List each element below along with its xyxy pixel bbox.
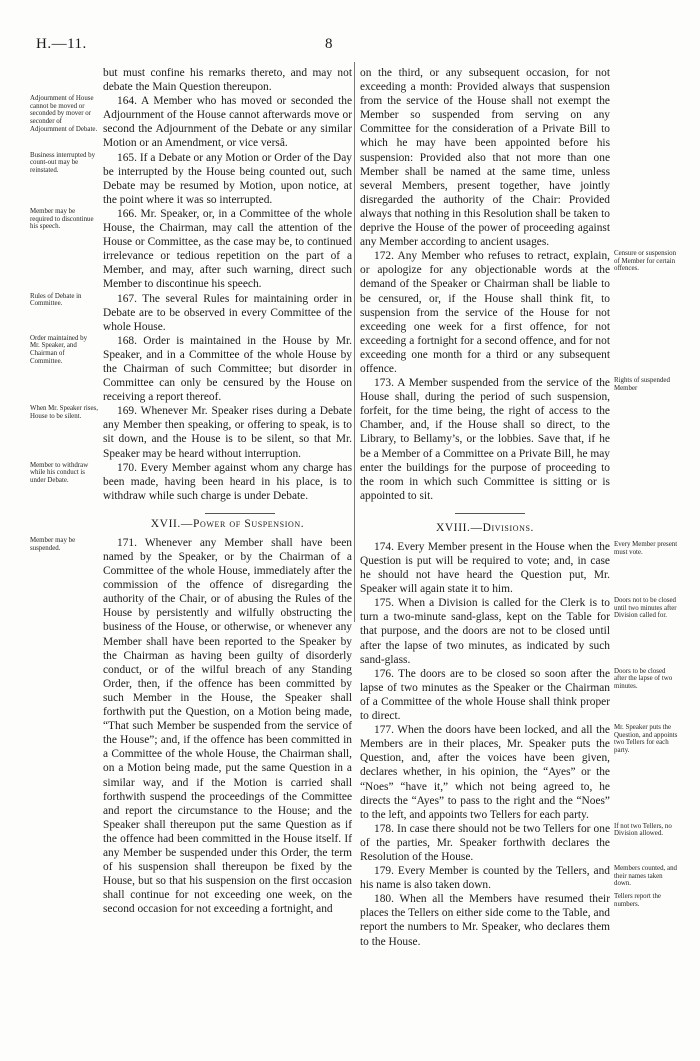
standing-order-176: Doors to be closed after the lapse of two minutes. 176. The doors are to be closed so soon after the lapse of two minutes as the Speaker or the Chairman of a Committee of the whole House shall think proper to direct. <box>360 667 610 723</box>
right-column <box>360 66 678 949</box>
marginal-note: Member may be required to discontinue his speech. <box>30 207 94 231</box>
standing-order-177: Mr. Speaker puts the Question, and appoints two Tellers for each party. 177. When the doors have been locked, and all the Members are in their places, Mr. Speaker puts the Question, and, after the voices have been given, declares whether, in his opinion, the “Ayes” or the “Noes” “have it,” which not being agreed to, he directs the “Ayes” to pass to the right and the “Noes” to the left, and appoints two Tellers for each party. <box>360 724 678 821</box>
section-heading-suspension: XVII.—Power of Suspension. <box>150 517 305 530</box>
marginal-note: Doors not to be closed until two minutes after Division called for. <box>614 597 677 620</box>
standing-order-179: Members counted, and their names taken down. 179. Every Member is counted by the Tellers, and his name is also taken down. <box>360 865 677 892</box>
marginal-note: Order maintained by Mr. Speaker, and Chairman of Committee. <box>30 334 88 365</box>
marginal-note: Rights of suspended Member <box>614 377 670 392</box>
section-heading-divisions: XVIII.—Divisions. <box>435 521 535 534</box>
left-column <box>30 66 352 916</box>
standing-order-170: Member to withdraw while his conduct is under Debate. 170. Every Member against whom any charge has been made, having been heard in his place, is to withdraw while such charge is under Debate. <box>30 461 352 502</box>
standing-order-164: Adjournment of House cannot be moved or seconded by mover or seconder of Adjournment of Debate. 164. A Member who has moved or seconded the Adjournment of the House cannot afterwards move or second the Adjournment of the Debate or any similar Motion or an Amendment, or vice versâ. <box>30 95 352 150</box>
section-rule <box>205 513 275 514</box>
marginal-note: Members counted, and their names taken down. <box>614 865 677 888</box>
marginal-note: Adjournment of House cannot be moved or seconded by mover or seconder of Adjournment of Debate. <box>30 95 98 133</box>
standing-order-165: Business interrupted by count-out may be reinstated. 165. If a Debate or any Motion or Order of the Day be interrupted by the House being counted out, such Debate may be resumed by Motion, upon notice, at the point where it was so interrupted. <box>30 151 352 206</box>
column-divider <box>354 62 355 622</box>
marginal-note: Doors to be closed after the lapse of two minutes. <box>614 667 673 690</box>
standing-order-172: Censure or suspension of Member for certain offences. 172. Any Member who refuses to retract, explain, or apologize for any objectionable words at the demand of the Speaker or Chairman shall be liable to be censured, or, if the House shall think fit, to suspension from the service of the House for not exceeding one week for a first offence, for not exceeding a fortnight for a second offence, and for not exceeding one month for a third or any subsequent offence. <box>360 250 677 375</box>
marginal-note: Tellers report the numbers. <box>614 893 661 908</box>
marginal-note: Censure or suspension of Member for certain offences. <box>614 250 677 273</box>
marginal-note: Member to withdraw while his conduct is under Debate. <box>30 461 89 484</box>
page-number: 8 <box>325 36 333 52</box>
standing-order-175: Doors not to be closed until two minutes after Division called for. 175. When a Division is called for the Clerk is to turn a two-minute sand-glass, kept on the Table for that purpose, and the doors are not to be closed until after the lapse of two minutes, as indicated by such sand-glass. <box>360 597 677 666</box>
standing-order-174: Every Member present must vote. 174. Every Member present in the House when the Question is put will be required to vote; and, in case he should not have heard the Question put, Mr. Speaker will again state it to him. <box>360 540 678 596</box>
marginal-note: Member may be suspended. <box>30 536 76 552</box>
marginal-note: When Mr. Speaker rises, House to be silent. <box>30 405 98 420</box>
marginal-note: Every Member present must vote. <box>614 540 678 556</box>
document-reference: H.—11. <box>36 36 87 52</box>
standing-order-166: Member may be required to discontinue his speech. 166. Mr. Speaker, or, in a Committee of the whole House, the Chairman, may call the attention of the House or Committee, as the case may be, to continued irrelevance or tedious repetition on the part of a Member, and may, after such warning, direct such Member to discontinue his speech. <box>30 207 352 291</box>
standing-order-171: Member may be suspended. 171. Whenever any Member shall have been named by the Speaker, or by the Chairman of a Committee of the whole House, immediately after the commission of the offence of disregarding the authority of the Chair, or of abusing the Rules of the House by persistently and wilfully obstructing the business of the House, or otherwise, or whenever any Member shall have been reported to the Speaker by the Chairman as having been guilty of disorderly conduct, or of the wilful breach of any Standing Order, then, if the offence has been committed by such Member in the House, the Speaker shall forthwith put the Question, on a Motion being made, “That such Member be suspended from the service of the House”; and, if the offence has been committed in a Committee of the whole House, the Chairman shall, on a Motion being made, put the same Question in a similar way, and if the Motion is carried shall forthwith suspend the proceedings of the Committee and report the circumstance to the House; and the Speaker shall thereupon put the same Question as if the offence had been committed in the House itself. If any Member be suspended under this Order, the term of his suspension shall thereupon be fixed by the House, but so that his suspension on the first occasion shall continue for not exceeding one week, on the second occasion for not exceeding a fortnight, and <box>30 536 352 916</box>
standing-order-167: Rules of Debate in Committee. 167. The several Rules for maintaining order in Debate are to be observed in every Committee of the whole House. <box>30 292 352 333</box>
standing-order-168: Order maintained by Mr. Speaker, and Chairman of Committee. 168. Order is maintained in the House by Mr. Speaker, and in a Committee of the whole House by the Chairman of such Committee; but disorder in Committee can only be censured by the House on receiving a report thereof. <box>30 334 352 404</box>
continued-paragraph: on the third, or any subsequent occasion, for not exceeding a month: Provided always that suspension from the service of the House shall not exempt the Member so suspended from serving on any Committee for the consideration of a Private Bill to which he may have been appointed before his suspension: Provided also that not more than one Member shall be named at the same time, unless several Members, present together, have jointly disregarded the authority of the Chair: Provided always that nothing in this Resolution shall be taken to deprive the House of the power of proceeding against any Member according to ancient usages. <box>360 67 610 249</box>
standing-order-173: Rights of suspended Member 173. A Member suspended from the service of the House shall, during the period of such suspension, forfeit, for the time being, the right of access to the Chamber, and, if the House shall so direct, to the Library, to Bellamy’s, or the lobbies. Save that, if he be a Member of a Committee on a Private Bill, he may enter the buildings for the purpose of proceeding to the room in which such Committee is sitting or is appointed to sit. <box>360 376 610 503</box>
marginal-note: Rules of Debate in Committee. <box>30 292 82 308</box>
marginal-note: If not two Tellers, no Division allowed. <box>614 822 672 838</box>
section-rule <box>455 513 525 514</box>
standing-order-180: Tellers report the numbers. 180. When all the Members have resumed their places the Tellers on either side come to the Table, and report the numbers to Mr. Speaker, who declares them to the House. <box>360 892 610 948</box>
continued-paragraph: but must confine his remarks thereto, and may not debate the Main Question thereupon. <box>103 67 352 94</box>
standing-order-169: When Mr. Speaker rises, House to be silent. 169. Whenever Mr. Speaker rises during a Debate any Member then speaking, or offering to speak, is to sit down, and the House is to be silent, so that Mr. Speaker may be heard without interruption. <box>30 405 352 460</box>
marginal-note: Business interrupted by count-out may be reinstated. <box>30 151 96 174</box>
standing-order-178: If not two Tellers, no Division allowed. 178. In case there should not be two Tellers for one of the parties, Mr. Speaker forthwith declares the Resolution of the House. <box>360 822 610 864</box>
marginal-note: Mr. Speaker puts the Question, and appoints two Tellers for each party. <box>614 724 678 754</box>
